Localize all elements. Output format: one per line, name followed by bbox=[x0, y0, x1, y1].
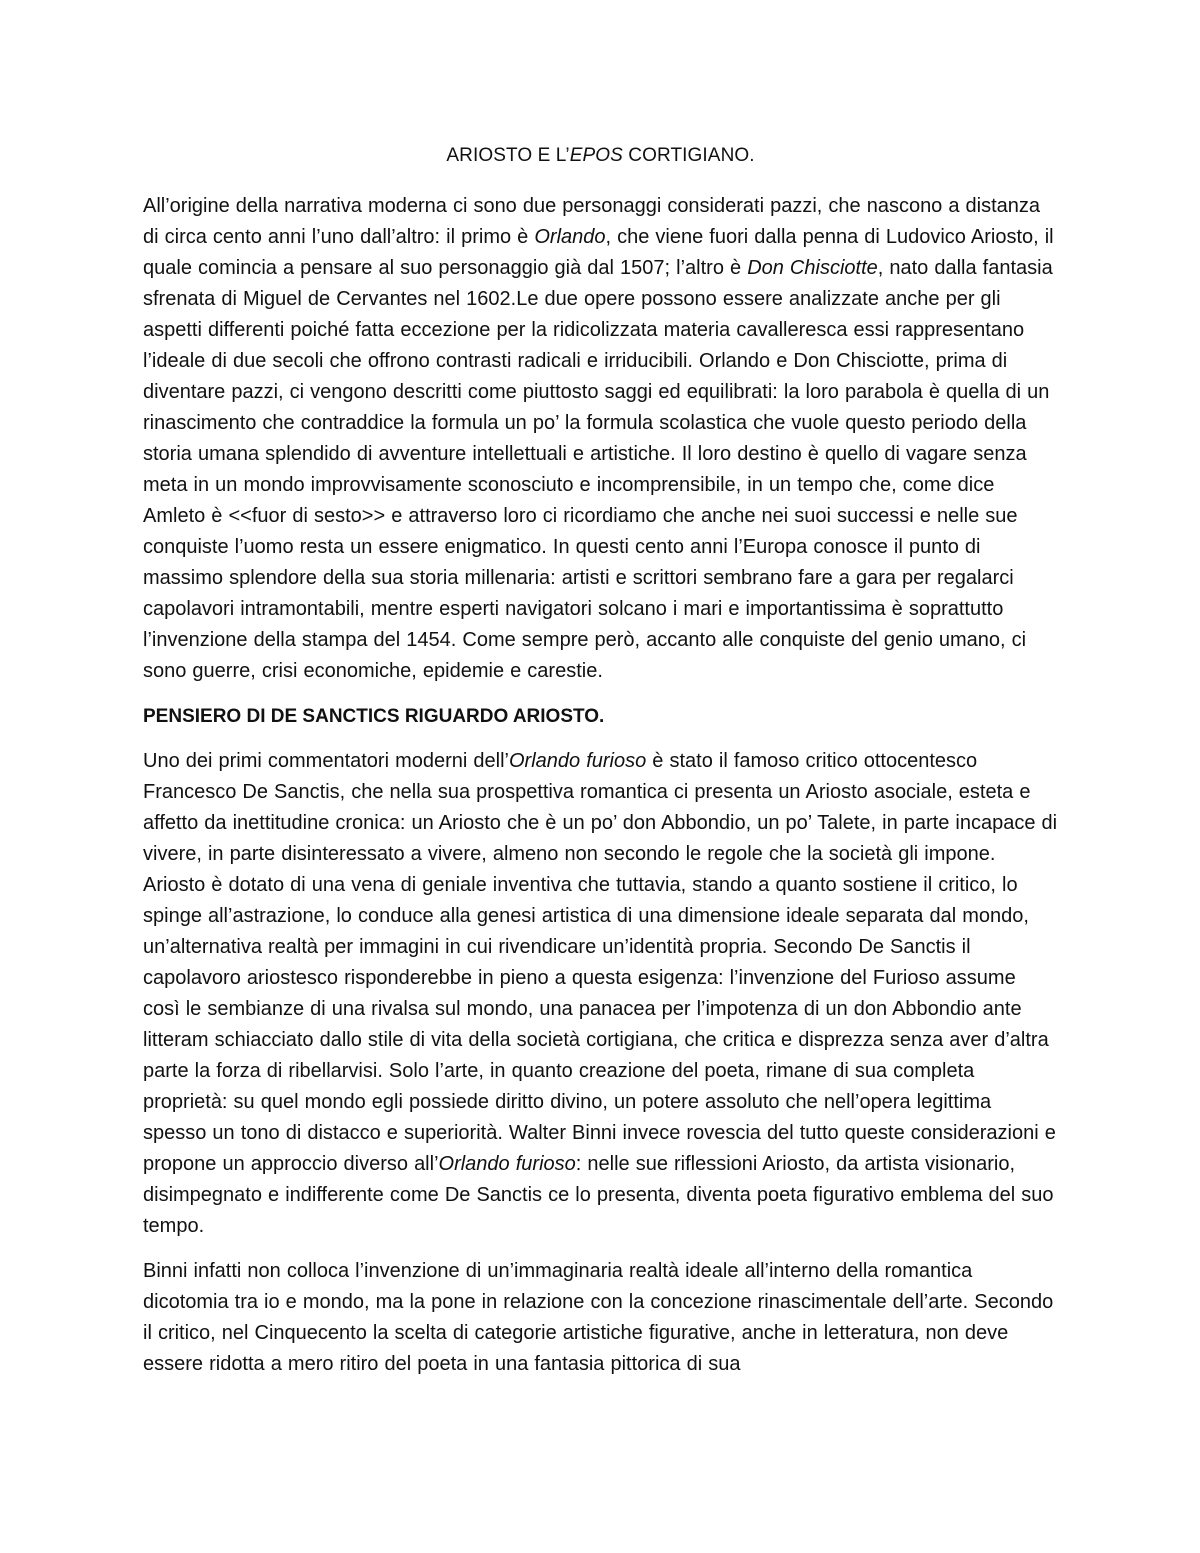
paragraph-1-text-b: , che viene fuori dalla penna di Ludovico Ariosto, il quale comincia a pensare al suo personaggio già dal 1507; l’altro è bbox=[143, 226, 1054, 279]
paragraph-2-orlando-furioso-2: Orlando furioso bbox=[438, 1153, 576, 1175]
title-part-2-italic: EPOS bbox=[569, 145, 623, 166]
paragraph-1-don-chisciotte: Don Chisciotte bbox=[747, 257, 878, 279]
paragraph-2 bbox=[143, 746, 1058, 1242]
paragraph-1-orlando: Orlando bbox=[534, 226, 606, 248]
paragraph-1-text-a: All’origine della narrativa moderna ci sono due personaggi considerati pazzi, che nascono a distanza di circa cento anni l’uno dall’altro: il primo è bbox=[143, 195, 1041, 248]
paragraph-gap bbox=[143, 1242, 1058, 1256]
paragraph-3: Binni infatti non colloca l’invenzione di un’immaginaria realtà ideale all’interno della romantica dicotomia tra io e mondo, ma la pone in relazione con la concezione rinascimentale dell’arte. Secondo il critico, nel Cinquecento la scelta di categorie artistiche figurative, anche in letteratura, non deve essere ridotta a mero ritiro del poeta in una fantasia pittorica di sua bbox=[143, 1260, 1054, 1375]
paragraph-2-text-b: è stato il famoso critico ottocentesco Francesco De Sanctis, che nella sua prospettiva romantica ci presenta un Ariosto asociale, esteta e affetto da inettitudine cronica: un Ariosto che è un po’ don Abbondio, un po’ Talete, in parte incapace di vivere, in parte disinteressato a vivere, almeno non secondo le regole che la società gli impone. Ariosto è dotato di una vena di geniale inventiva che tuttavia, stando a quanto sostiene il critico, lo spinge all’astrazione, lo conduce alla genesi artistica di una dimensione ideale separata dal mondo, un’alternativa realtà per immagini in cui rivendicare un’identità propria. Secondo De Sanctis il capolavoro ariostesco risponderebbe in pieno a questa esigenza: l’invenzione del Furioso assume così le sembianze di una rivalsa sul mondo, una panacea per l’impotenza di un don Abbondio ante litteram schiacciato dallo stile di vita della società cortigiana, che critica e disprezza senza aver d’altra parte la forza di ribellarvisi. Solo l’arte, in quanto creazione del poeta, rimane di sua completa proprietà: su quel mondo egli possiede diritto divino, un potere assoluto che nell’opera legittima spesso un tono di distacco e superiorità. Walter Binni invece rovescia del tutto queste considerazioni e propone un approccio diverso all’ bbox=[143, 750, 1058, 1175]
document-page bbox=[143, 140, 1058, 1380]
paragraph-2-text-c: : nelle sue riflessioni Ariosto, da artista visionario, disimpegnato e indifferente come De Sanctis ce lo presenta, diventa poeta figurativo emblema del suo tempo. bbox=[143, 1153, 1054, 1237]
document-title bbox=[143, 140, 1058, 171]
paragraph-2-text-a: Uno dei primi commentatori moderni dell’ bbox=[143, 750, 509, 772]
title-part-1: ARIOSTO E L’ bbox=[446, 145, 570, 166]
title-part-3: CORTIGIANO. bbox=[622, 145, 755, 166]
paragraph-1 bbox=[143, 191, 1058, 687]
paragraph-2-orlando-furioso-1: Orlando furioso bbox=[508, 750, 647, 772]
section-heading: PENSIERO DI DE SANCTICS RIGUARDO ARIOSTO. bbox=[143, 706, 605, 727]
paragraph-1-text-c: , nato dalla fantasia sfrenata di Miguel de Cervantes nel 1602.Le due opere possono essere analizzate anche per gli aspetti differenti poiché fatta eccezione per la ridicolizzata materia cavalleresca essi rappresentano l’ideale di due secoli che offrono contrasti radicali e irriducibili. Orlando e Don Chisciotte, prima di diventare pazzi, ci vengono descritti come piuttosto saggi ed equilibrati: la loro parabola è quella di un rinascimento che contraddice la formula un po’ la formula scolastica che vuole questo periodo della storia umana splendido di avventure intellettuali e artistiche. Il loro destino è quello di vagare senza meta in un mondo improvvisamente sconosciuto e incomprensibile, in un tempo che, come dice Amleto è <<fuor di sesto>> e attraverso loro ci ricordiamo che anche nei suoi successi e nelle sue conquiste l’uomo resta un essere enigmatico. In questi cento anni l’Europa conosce il punto di massimo splendore della sua storia millenaria: artisti e scrittori sembrano fare a gara per regalarci capolavori intramontabili, mentre esperti navigatori solcano i mari e importantissima è soprattutto l’invenzione della stampa del 1454. Come sempre però, accanto alle conquiste del genio umano, ci sono guerre, crisi economiche, epidemie e carestie. bbox=[143, 257, 1053, 682]
